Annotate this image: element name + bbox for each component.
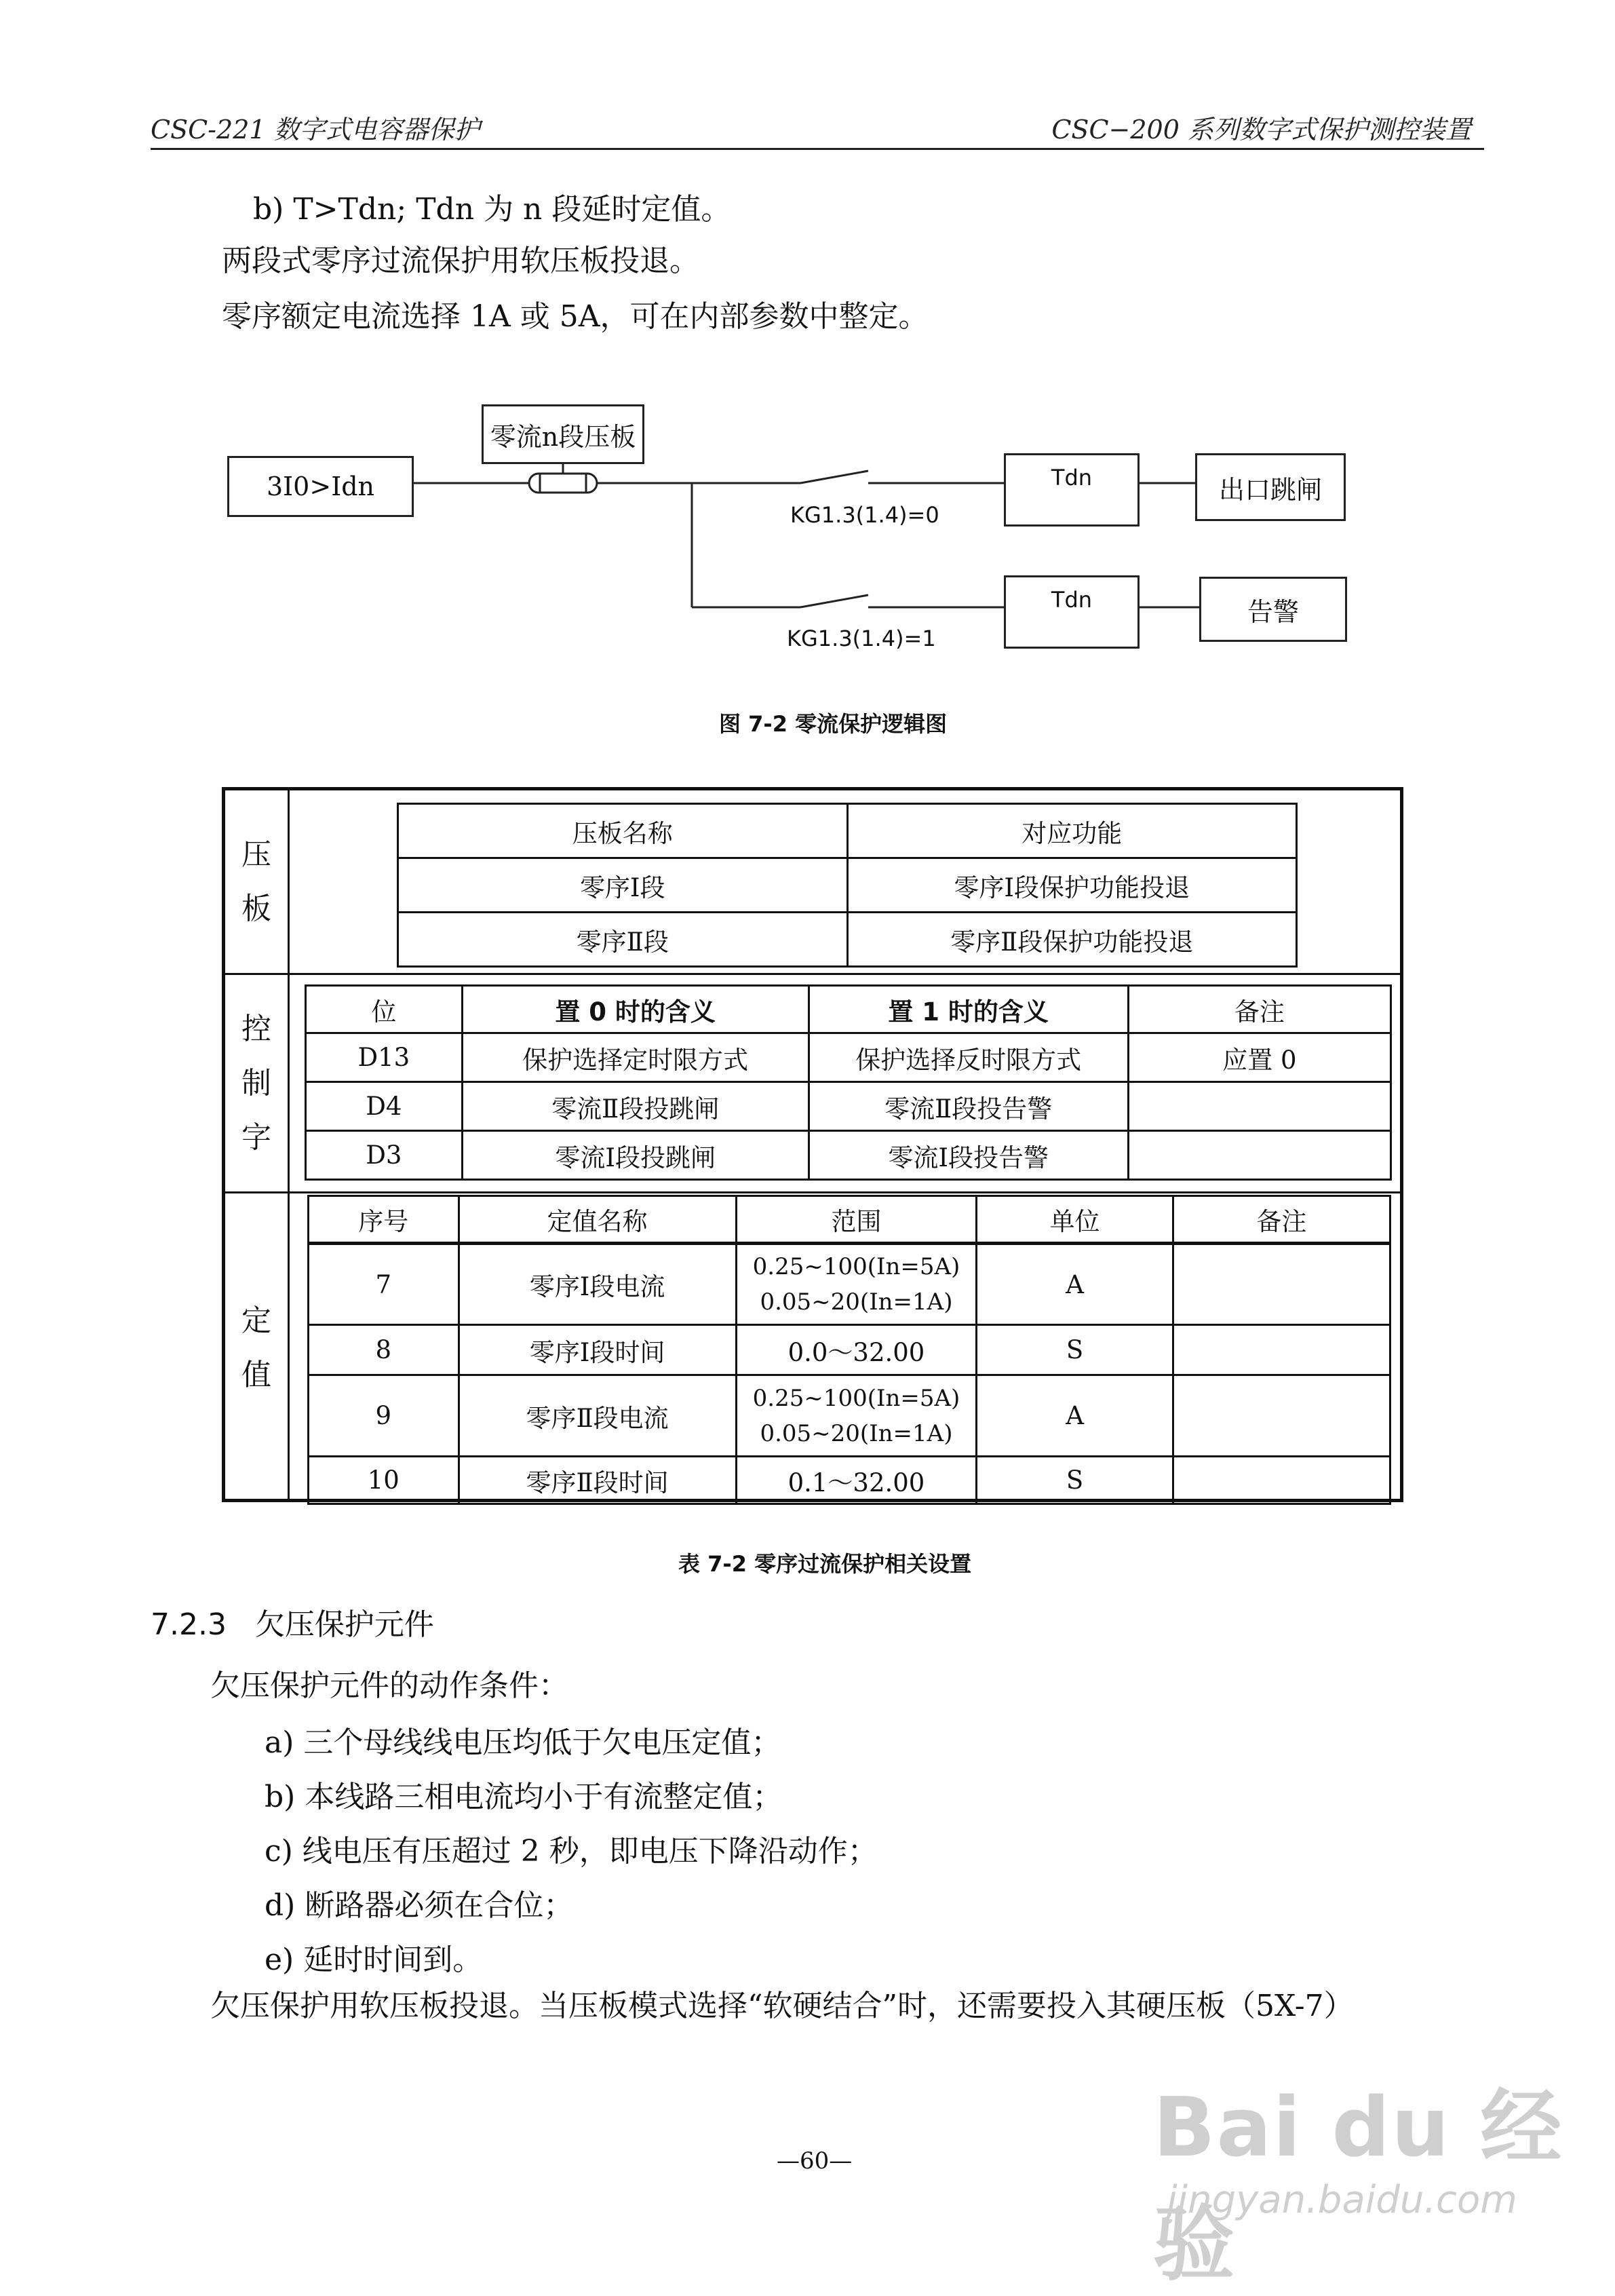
timer-label-trip: Tdn [1051,465,1093,491]
setting-cell: 9 [309,1375,459,1457]
control-cell: 保护选择定时限方式 [462,1033,809,1082]
table-row [398,913,1297,967]
plate-cell: 零序Ⅱ段保护功能投退 [847,913,1297,967]
timer-label-alarm: Tdn [1051,587,1093,613]
control-cell [1128,1131,1390,1180]
table-row [309,1457,1390,1504]
control-word-table [305,984,1392,1181]
control-cell: 零流Ⅱ段投跳闸 [462,1082,809,1131]
range-line-5a: 0.25~100(In=5A) [752,1384,960,1412]
section-heading [151,1600,434,1643]
setting-range-cell: 0.0～32.00 [736,1325,977,1375]
setting-cell: 零序Ⅱ段时间 [459,1457,736,1504]
output-alarm-box [1199,577,1347,642]
control-header-note: 备注 [1128,986,1390,1033]
control-cell: 保护选择反时限方式 [809,1033,1128,1082]
condition-item: c) 线电压有压超过 2 秒，即电压下降沿动作； [265,1834,878,1869]
setting-cell [1173,1375,1390,1457]
range-line-1a: 0.05~20(In=1A) [760,1419,953,1447]
control-label-char-1: 控 [241,1011,271,1046]
switch-kg-0-label: KG1.3(1.4)=0 [790,502,939,528]
range-line-5a: 0.25~100(In=5A) [752,1253,960,1280]
plate-box [482,404,644,464]
setting-cell: S [977,1325,1173,1375]
setting-cell: 8 [309,1325,459,1375]
setting-cell: 零序Ⅱ段电流 [459,1375,736,1457]
plate-cell: 零序Ⅰ段 [398,858,848,913]
setting-range-cell: 0.1～32.00 [736,1457,977,1504]
table-row [309,1325,1390,1375]
condition-item: e) 延时时间到。 [265,1943,483,1977]
table-row [306,1033,1391,1082]
section-title: 欠压保护元件 [254,1607,434,1642]
plate-cell: 零序Ⅰ段保护功能投退 [847,858,1297,913]
setting-cell: 7 [309,1244,459,1325]
plate-label-char-1: 压 [241,837,271,872]
timer-box-alarm [1004,575,1140,649]
condition-item: d) 断路器必须在合位； [265,1888,574,1923]
control-cell: 零流Ⅰ段投告警 [809,1131,1128,1180]
setting-label-char-2: 值 [241,1357,271,1392]
watermark-url: jingyan.baidu.com [1167,2178,1517,2222]
table-row [309,1375,1390,1457]
setting-range-cell [736,1375,977,1457]
control-cell: 零流Ⅱ段投告警 [809,1082,1128,1131]
condition-b: b) T>Tdn; Tdn 为 n 段延时定值。 [253,192,731,227]
setting-header-name: 定值名称 [459,1196,736,1244]
setting-cell: A [977,1375,1173,1457]
plate-section [225,790,1400,975]
setting-value-table [307,1195,1391,1505]
setting-cell [1173,1457,1390,1504]
setting-cell [1173,1325,1390,1375]
table-row [306,1131,1391,1180]
control-cell: D3 [306,1131,463,1180]
settings-table [222,787,1403,1502]
table-caption: 表 7-2 零序过流保护相关设置 [678,1551,972,1577]
header-right: CSC−200 系列数字式保护测控装置 [1051,115,1471,145]
setting-cell [1173,1244,1390,1325]
plate-header-name: 压板名称 [398,804,848,858]
output-alarm-label: 告警 [1247,596,1299,627]
table-row [306,1082,1391,1131]
control-header-one: 置 1 时的含义 [809,986,1128,1033]
timer-box-trip [1004,453,1140,527]
setting-section [225,1193,1400,1502]
input-condition-label: 3I0>Idn [266,472,374,501]
control-section-label [225,975,290,1191]
logic-diagram-lines [0,0,1615,678]
plate-cell: 零序Ⅱ段 [398,913,848,967]
paragraph-rated-current: 零序额定电流选择 1A 或 5A，可在内部参数中整定。 [222,299,929,334]
header-left: CSC-221 数字式电容器保护 [151,115,480,145]
control-cell [1128,1082,1390,1131]
setting-cell: S [977,1457,1173,1504]
setting-header-unit: 单位 [977,1196,1173,1244]
control-label-char-2: 制 [241,1065,271,1101]
input-condition-box [227,456,414,517]
control-cell: 应置 0 [1128,1033,1390,1082]
page-number: —60— [777,2147,853,2175]
plate-section-label [225,790,290,973]
setting-cell: A [977,1244,1173,1325]
plate-header-function: 对应功能 [847,804,1297,858]
control-cell: 零流Ⅰ段投跳闸 [462,1131,809,1180]
section-intro: 欠压保护元件的动作条件： [210,1668,568,1703]
setting-range-cell [736,1244,977,1325]
setting-section-label [225,1193,290,1502]
control-section [225,975,1400,1193]
setting-header-index: 序号 [309,1196,459,1244]
plate-label-char-2: 板 [241,891,271,926]
table-row [398,858,1297,913]
watermark-logo: Bai du 经验 [1153,2081,1563,2292]
output-trip-box [1195,453,1346,521]
control-label-char-3: 字 [241,1120,271,1155]
control-cell: D13 [306,1033,463,1082]
setting-cell: 10 [309,1457,459,1504]
control-cell: D4 [306,1082,463,1131]
switch-kg-1-label: KG1.3(1.4)=1 [787,626,936,651]
figure-caption: 图 7-2 零流保护逻辑图 [719,711,948,737]
setting-header-note: 备注 [1173,1196,1390,1244]
setting-cell: 零序Ⅰ段时间 [459,1325,736,1375]
setting-cell: 零序Ⅰ段电流 [459,1244,736,1325]
condition-item: b) 本线路三相电流均小于有流整定值； [265,1780,783,1814]
section-number: 7.2.3 [151,1607,227,1642]
control-header-zero: 置 0 时的含义 [462,986,809,1033]
paragraph-soft-plate: 两段式零序过流保护用软压板投退。 [222,244,699,278]
range-line-1a: 0.05~20(In=1A) [760,1288,953,1316]
paragraph-undervoltage-plate: 欠压保护用软压板投退。当压板模式选择“软硬结合”时，还需要投入其硬压板（5X-7） [210,1989,1354,2023]
setting-label-char-1: 定 [241,1303,271,1338]
table-row [309,1244,1390,1325]
control-header-bit: 位 [306,986,463,1033]
condition-item: a) 三个母线线电压均低于欠电压定值； [265,1725,781,1760]
setting-header-range: 范围 [736,1196,977,1244]
plate-label: 零流n段压板 [490,421,636,452]
plate-table [397,803,1298,968]
output-trip-label: 出口跳闸 [1218,474,1322,505]
